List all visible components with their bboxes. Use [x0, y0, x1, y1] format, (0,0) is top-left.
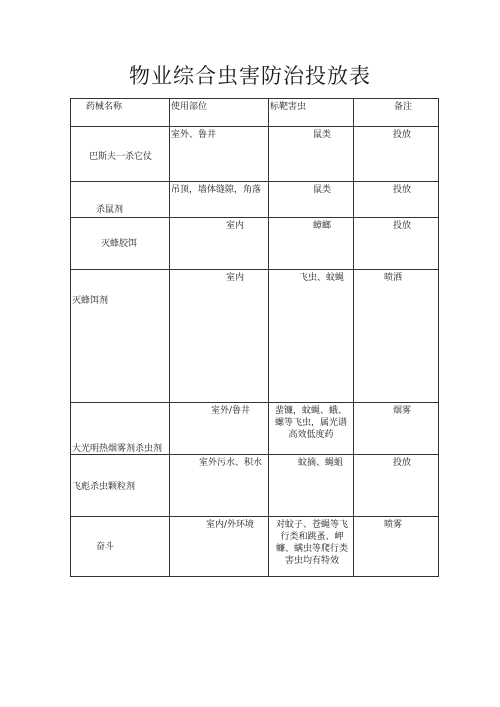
table-row — [71, 403, 439, 455]
cell-note: 喷雾 — [354, 517, 439, 577]
cell-location: 室外污水、积水 — [170, 455, 269, 517]
cell-name: 飞彪杀虫颗粒剂 — [71, 455, 170, 517]
cell-location: 吊顶，墙体缝隙，角落 — [170, 182, 269, 218]
cell-target: 蜚镰，蚊蝇、蛾、螺等飞虫，属光谱高效低度药 — [269, 403, 354, 455]
cell-note: 投放 — [354, 218, 439, 270]
table-row — [71, 455, 439, 517]
cell-location: 室内/外环境 — [170, 517, 269, 577]
header-cell — [71, 99, 170, 127]
cell-note: 投放 — [354, 127, 439, 182]
cell-note: 投放 — [354, 182, 439, 218]
cell-target: 蟑螂 — [269, 218, 354, 270]
cell-name: 灭蜂胶饵 — [71, 218, 170, 270]
header-cell — [354, 99, 439, 127]
cell-target: 对蚊子、苍蝇等飞行类和跳蚤、岬蠊、螨虫等爬行类害虫均有特效 — [269, 517, 354, 577]
cell-target: 蚊摘、蝇蛆 — [269, 455, 354, 517]
cell-note: 喷洒 — [354, 270, 439, 403]
table-header-row — [71, 99, 439, 127]
table-row — [71, 517, 439, 577]
cell-target: 鼠类 — [269, 182, 354, 218]
table-row — [71, 127, 439, 182]
cell-name: 巴斯夫一杀它仗 — [71, 127, 170, 182]
cell-name: 奋斗 — [71, 517, 170, 577]
cell-location: 室内 — [170, 218, 269, 270]
cell-name: 大光明热烟雾剂杀虫剂 — [71, 403, 170, 455]
cell-target: 鼠类 — [269, 127, 354, 182]
header-note: 备注 — [394, 102, 413, 112]
cell-name: 灭蜂饵剂 — [71, 270, 170, 403]
cell-name: 杀鼠剂 — [71, 182, 170, 218]
cell-location: 室外、鲁井 — [170, 127, 269, 182]
cell-note: 烟雾 — [354, 403, 439, 455]
cell-target: 飞虫、蚊蝇 — [269, 270, 354, 403]
header-target: 标靶害虫 — [270, 102, 307, 112]
table-row — [71, 270, 439, 403]
header-location: 使用部位 — [171, 102, 208, 112]
table-row — [71, 218, 439, 270]
header-cell — [269, 99, 354, 127]
cell-location: 室外/鲁井 — [170, 403, 269, 455]
table-row — [71, 182, 439, 218]
header-cell — [170, 99, 269, 127]
header-name: 药械名称 — [86, 102, 123, 112]
cell-note: 投放 — [354, 455, 439, 517]
cell-location: 室内 — [170, 270, 269, 403]
page-title: 物业综合虫害防治投放表 — [129, 64, 371, 88]
pest-control-table — [70, 98, 439, 577]
